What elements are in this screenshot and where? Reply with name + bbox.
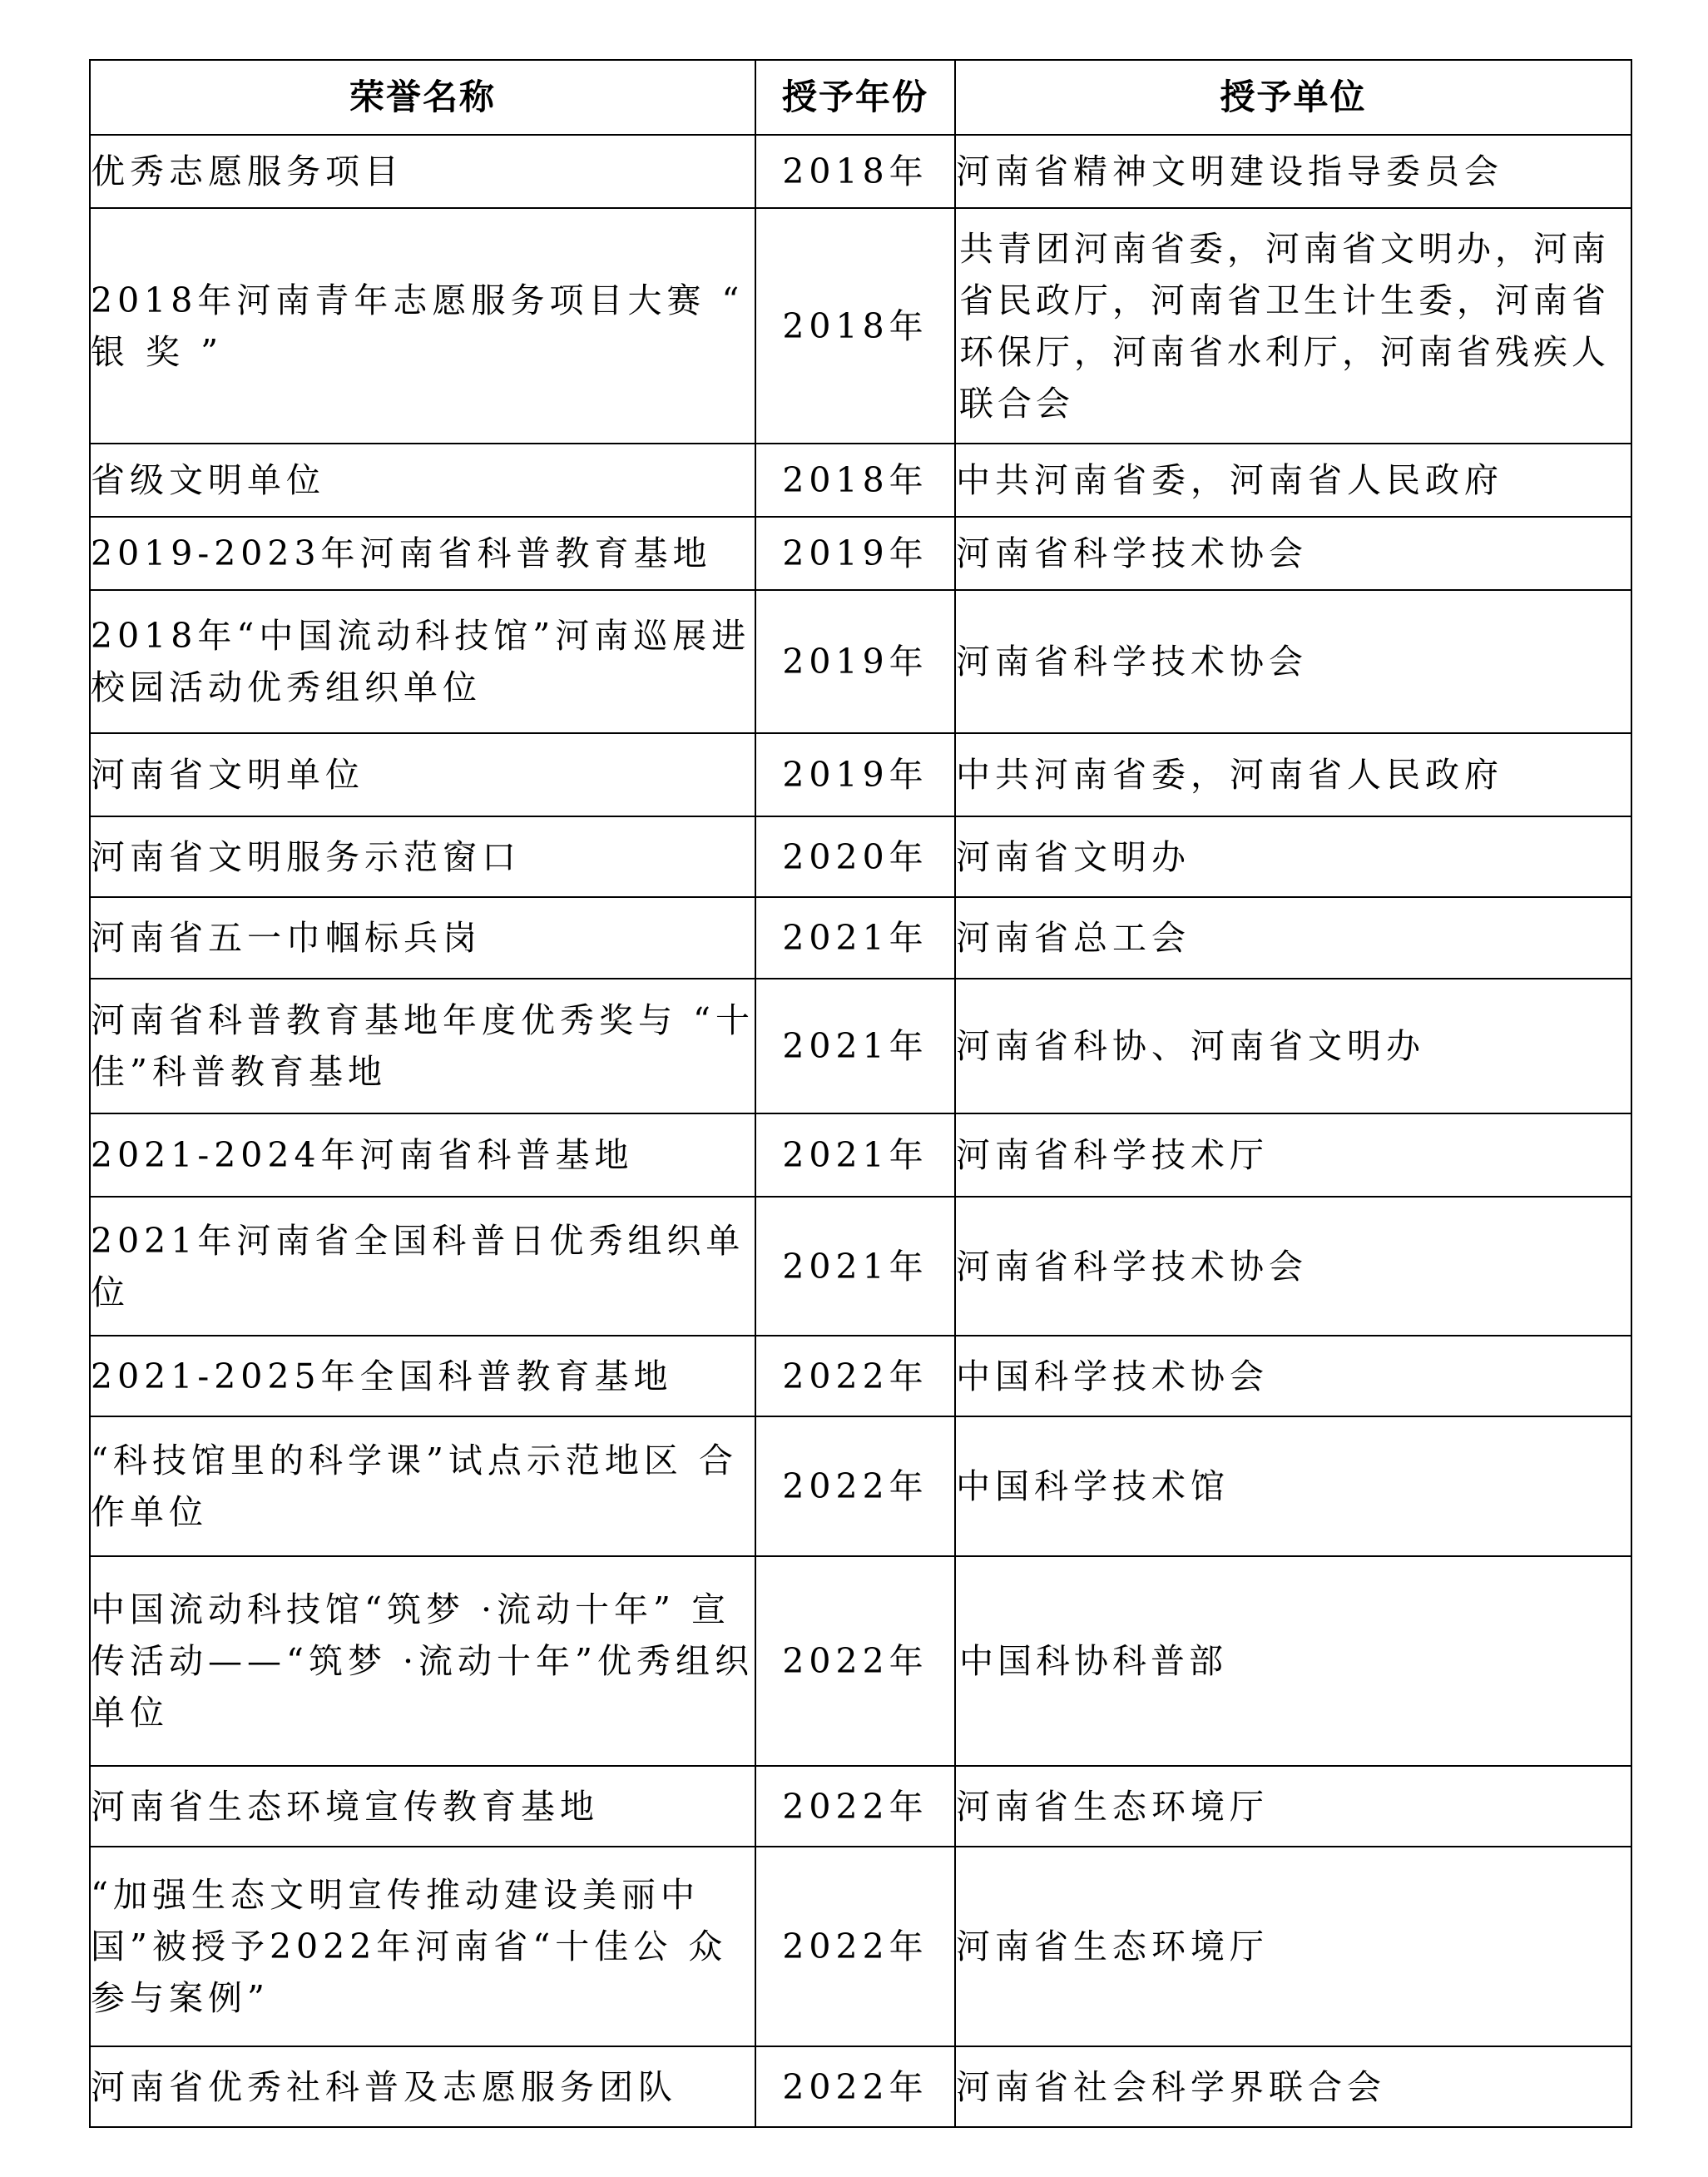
year-cell: 2019年	[755, 590, 955, 733]
year-cell: 2018年	[755, 444, 955, 517]
honor-name-cell: 河南省文明服务示范窗口	[90, 816, 755, 897]
header-organization: 授予单位	[955, 60, 1631, 135]
table-row	[90, 1336, 1631, 1416]
table-row	[90, 733, 1631, 816]
organization-cell: 共青团河南省委，河南省文明办，河南省民政厅，河南省卫生计生委，河南省环保厅，河南省水利厅，河南省残疾人联合会	[955, 208, 1631, 444]
table-row	[90, 1197, 1631, 1336]
organization-cell: 中国科协科普部	[955, 1556, 1631, 1766]
table-row	[90, 444, 1631, 517]
honor-name-cell: 中国流动科技馆“筑梦 ·流动十年” 宣传活动——“筑梦 ·流动十年”优秀组织单位	[90, 1556, 755, 1766]
table-row	[90, 897, 1631, 979]
year-cell: 2021年	[755, 1197, 955, 1336]
table-row	[90, 208, 1631, 444]
honor-name-cell: 2021-2024年河南省科普基地	[90, 1113, 755, 1197]
year-cell: 2021年	[755, 979, 955, 1113]
organization-cell: 河南省社会科学界联合会	[955, 2046, 1631, 2127]
year-cell: 2022年	[755, 1847, 955, 2046]
table-row	[90, 517, 1631, 590]
organization-cell: 河南省科学技术厅	[955, 1113, 1631, 1197]
table-row	[90, 1113, 1631, 1197]
organization-cell: 河南省科学技术协会	[955, 517, 1631, 590]
year-cell: 2022年	[755, 1556, 955, 1766]
year-cell: 2022年	[755, 1336, 955, 1416]
year-cell: 2022年	[755, 2046, 955, 2127]
honor-name-cell: 2021年河南省全国科普日优秀组织单位	[90, 1197, 755, 1336]
honor-name-cell: 2018年“中国流动科技馆”河南巡展进校园活动优秀组织单位	[90, 590, 755, 733]
year-cell: 2022年	[755, 1766, 955, 1847]
year-cell: 2021年	[755, 897, 955, 979]
honor-name-cell: 省级文明单位	[90, 444, 755, 517]
table-row	[90, 1766, 1631, 1847]
organization-cell: 中共河南省委，河南省人民政府	[955, 733, 1631, 816]
organization-cell: 中国科学技术馆	[955, 1416, 1631, 1556]
table-row	[90, 1847, 1631, 2046]
organization-cell: 河南省科协、河南省文明办	[955, 979, 1631, 1113]
honor-name-cell: 优秀志愿服务项目	[90, 135, 755, 208]
year-cell: 2020年	[755, 816, 955, 897]
organization-cell: 河南省总工会	[955, 897, 1631, 979]
honor-name-cell: “加强生态文明宣传推动建设美丽中国”被授予2022年河南省“十佳公 众参与案例”	[90, 1847, 755, 2046]
honor-name-cell: 河南省五一巾帼标兵岗	[90, 897, 755, 979]
honors-table	[89, 59, 1632, 2128]
year-cell: 2019年	[755, 733, 955, 816]
year-cell: 2021年	[755, 1113, 955, 1197]
organization-cell: 中国科学技术协会	[955, 1336, 1631, 1416]
organization-cell: 河南省科学技术协会	[955, 590, 1631, 733]
table-row	[90, 1556, 1631, 1766]
organization-cell: 河南省生态环境厅	[955, 1847, 1631, 2046]
honor-name-cell: 河南省科普教育基地年度优秀奖与 “十佳”科普教育基地	[90, 979, 755, 1113]
honor-name-cell: 2021-2025年全国科普教育基地	[90, 1336, 755, 1416]
organization-cell: 河南省精神文明建设指导委员会	[955, 135, 1631, 208]
honor-name-cell: 2019-2023年河南省科普教育基地	[90, 517, 755, 590]
table-row	[90, 1416, 1631, 1556]
header-honor-name: 荣誉名称	[90, 60, 755, 135]
honor-name-cell: 2018年河南青年志愿服务项目大赛 “ 银 奖 ”	[90, 208, 755, 444]
header-row	[90, 60, 1631, 135]
year-cell: 2018年	[755, 135, 955, 208]
organization-cell: 河南省文明办	[955, 816, 1631, 897]
honor-name-cell: 河南省生态环境宣传教育基地	[90, 1766, 755, 1847]
table-row	[90, 590, 1631, 733]
organization-cell: 河南省生态环境厅	[955, 1766, 1631, 1847]
table-row	[90, 2046, 1631, 2127]
table-row	[90, 135, 1631, 208]
honor-name-cell: 河南省文明单位	[90, 733, 755, 816]
organization-cell: 中共河南省委，河南省人民政府	[955, 444, 1631, 517]
table-row	[90, 979, 1631, 1113]
organization-cell: 河南省科学技术协会	[955, 1197, 1631, 1336]
honor-name-cell: “科技馆里的科学课”试点示范地区 合作单位	[90, 1416, 755, 1556]
year-cell: 2019年	[755, 517, 955, 590]
year-cell: 2018年	[755, 208, 955, 444]
honor-name-cell: 河南省优秀社科普及志愿服务团队	[90, 2046, 755, 2127]
header-year: 授予年份	[755, 60, 955, 135]
year-cell: 2022年	[755, 1416, 955, 1556]
table-row	[90, 816, 1631, 897]
